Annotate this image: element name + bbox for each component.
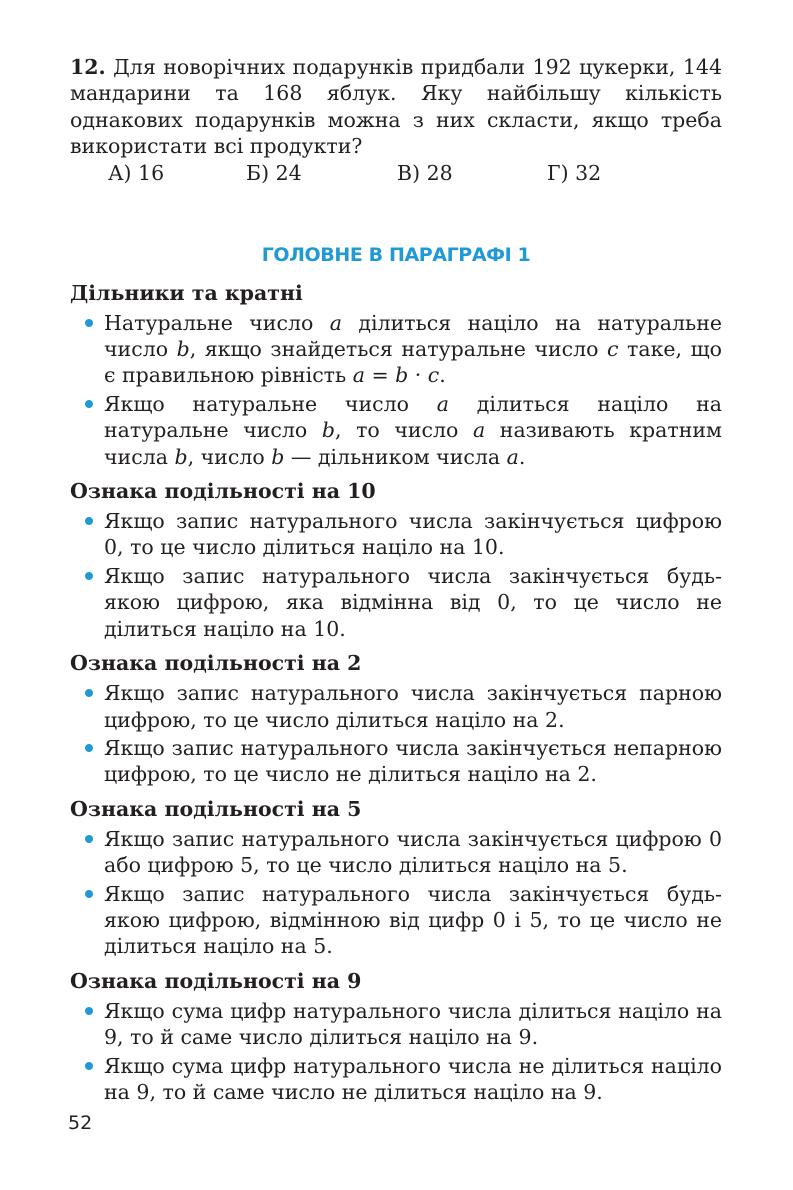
answer-option-c: В) 28 [397,160,453,185]
bullet-list [70,680,722,788]
bullet-dot-icon [85,689,93,697]
bullet-list [70,310,722,470]
bullet-dot-icon [85,517,93,525]
topic-title-divisibility-10: Ознака подільності на 10 [70,479,376,504]
bullet-dot-icon [85,835,93,843]
text-run: . [439,363,446,388]
text-run: Якщо запис натурального числа закінчується парною цифрою, то це число ділиться націло на 2. [104,681,722,732]
bullet-list [70,508,722,642]
text-run: , число [187,444,272,469]
text-run: Якщо запис натурального числа закінчується непарною цифрою, то це число не ділиться націло на 2. [104,735,722,787]
answer-options [70,160,722,188]
math-variable: b [174,444,188,469]
page-number: 52 [68,1112,93,1134]
math-variable: a [506,444,519,469]
bullet-item [70,563,722,642]
math-variable: a [329,310,342,335]
text-run: Натуральне число [104,310,330,335]
bullet-item [70,680,722,733]
answer-option-a: А) 16 [108,160,165,185]
bullet-dot-icon [85,319,93,327]
text-run: називають кратним числа [104,418,722,469]
summary-topics [70,280,722,1106]
bullet-item [70,998,722,1051]
math-variable: b [271,444,285,469]
math-variable: a = b · c [352,363,440,388]
bullet-item [70,1053,722,1106]
topic-title-divisors-multiples: Дільники та кратні [70,280,303,305]
bullet-item [70,826,722,879]
text-run: ділиться націло на натуральне число [104,391,722,443]
bullet-item [70,310,722,389]
math-variable: b [321,418,335,443]
bullet-item [70,881,722,960]
text-run: , якщо знайдеться натуральне число [189,337,608,362]
math-variable: a [472,418,486,443]
bullet-item [70,735,722,788]
bullet-dot-icon [85,572,93,580]
math-variable: c [607,337,619,362]
bullet-dot-icon [85,1007,93,1015]
topic-title-divisibility-2: Ознака подільності на 2 [70,651,362,676]
text-run: — дільником числа [284,444,507,469]
task-number: 12. [70,55,106,79]
text-run: Якщо натуральне число [104,391,437,416]
bullet-dot-icon [85,744,93,752]
text-run: Якщо запис натурального числа закінчується цифрою 0 або цифрою 5, то це число ділиться націло на 5. [104,826,722,878]
section-title: ГОЛОВНЕ В ПАРАГРАФІ 1 [261,243,531,266]
topic-title-divisibility-9: Ознака подільності на 9 [70,968,362,993]
text-run: Якщо сума цифр натурального числа ділиться націло на 9, то й саме число ділиться націло на 9. [104,998,722,1050]
bullet-dot-icon [85,890,93,898]
bullet-item [70,508,722,561]
answer-option-d: Г) 32 [547,160,602,185]
text-run: Якщо запис натурального числа закінчується будь-якою цифрою, яка відмінна від 0, то це число не ділиться націло на 10. [104,563,722,641]
bullet-item [70,391,722,470]
text-run: Якщо запис натурального числа закінчується цифрою 0, то це число ділиться націло на 10. [104,509,722,560]
bullet-list [70,826,722,960]
text-run: таке, що є правильною рівність [104,337,722,388]
text-run: . [518,444,526,469]
task-text: Для новорічних подарунків придбали 192 цукерки, 144 мандарини та 168 яблук. Яку найбільшу кількість однакових подарунків можна з них скласти, якщо треба використати всі продукти? [70,55,722,159]
text-run: ділиться націло на натуральне число [104,310,722,362]
bullet-dot-icon [85,400,93,408]
math-variable: b [176,337,190,362]
answer-option-b: Б) 24 [246,160,302,185]
text-run: Якщо сума цифр натурального числа не ділиться націло на 9, то й саме число не ділиться націло на 9. [104,1053,722,1104]
text-run: Якщо запис натурального числа закінчується будь-якою цифрою, відмінною від цифр 0 і 5, то це число не ділиться націло на 5. [104,881,722,959]
task-12 [70,54,722,160]
bullet-dot-icon [85,1062,93,1070]
topic-title-divisibility-5: Ознака подільності на 5 [70,796,362,821]
text-run: , то число [334,418,473,443]
page-content [70,54,722,1107]
bullet-list [70,998,722,1106]
math-variable: a [436,391,450,416]
